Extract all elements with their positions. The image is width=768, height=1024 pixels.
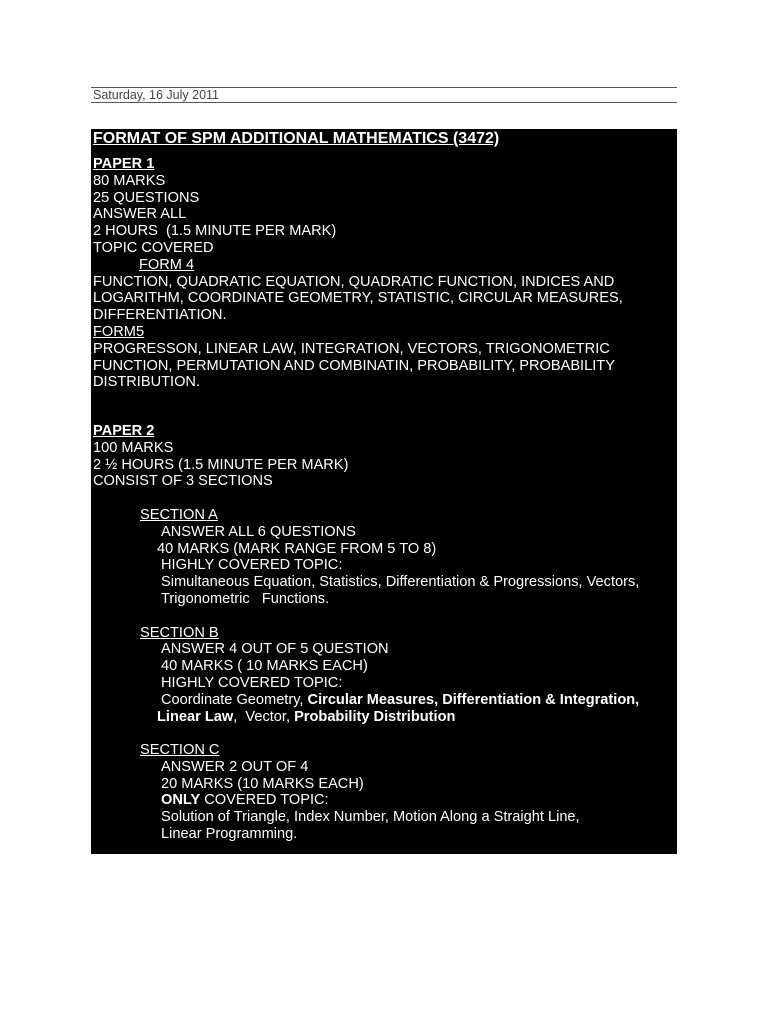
section-c-topics-line1: Solution of Triangle, Index Number, Motion Along a Straight Line, — [161, 809, 580, 826]
section-b-topic-bold2: Linear Law — [157, 708, 234, 725]
section-a-topics-line1: Simultaneous Equation, Statistics, Differentiation & Progressions, Vectors, — [161, 574, 640, 591]
post-body — [91, 129, 677, 854]
section-a-topics-line2: Trigonometric Functions. — [161, 590, 330, 607]
date-header — [91, 87, 677, 103]
paper1-marks: 80 MARKS — [93, 172, 166, 189]
form5-topics-line2: FUNCTION, PERMUTATION AND COMBINATIN, PROBABILITY, PROBABILITY — [93, 357, 615, 374]
section-a-marks: 40 MARKS (MARK RANGE FROM 5 TO 8) — [157, 540, 437, 557]
section-b-topic-bold1: Circular Measures, Differentiation & Integration, — [307, 691, 640, 708]
form5-topics-line1: PROGRESSON, LINEAR LAW, INTEGRATION, VECTORS, TRIGONOMETRIC — [93, 340, 610, 357]
section-b-topic-heading: HIGHLY COVERED TOPIC: — [161, 674, 343, 691]
paper2-hours: 2 ½ HOURS (1.5 MINUTE PER MARK) — [93, 456, 349, 473]
paper2-marks: 100 MARKS — [93, 439, 174, 456]
paper1-heading: PAPER 1 — [93, 156, 155, 172]
form5-label: FORM5 — [93, 323, 145, 340]
post-date: Saturday, 16 July 2011 — [93, 88, 220, 102]
section-b-marks: 40 MARKS ( 10 MARKS EACH) — [161, 658, 368, 675]
section-c-marks: 20 MARKS (10 MARKS EACH) — [161, 775, 364, 792]
form4-label: FORM 4 — [139, 256, 195, 273]
section-a-answer: ANSWER ALL 6 QUESTIONS — [161, 523, 356, 540]
section-b-answer: ANSWER 4 OUT OF 5 QUESTION — [161, 641, 389, 658]
section-a-label: SECTION A — [140, 506, 218, 523]
form5-topics-line3: DISTRIBUTION. — [93, 374, 201, 391]
paper1-answer: ANSWER ALL — [93, 206, 187, 223]
paper1-hours: 2 HOURS (1.5 MINUTE PER MARK) — [93, 223, 337, 240]
section-c-answer: ANSWER 2 OUT OF 4 — [161, 758, 309, 775]
section-c-only: ONLY — [161, 792, 201, 809]
section-c-label: SECTION C — [140, 742, 220, 759]
paper1-questions: 25 QUESTIONS — [93, 189, 200, 206]
section-a-topic-heading: HIGHLY COVERED TOPIC: — [161, 557, 343, 574]
paper2-heading: PAPER 2 — [93, 422, 155, 439]
paper1-topic-covered: TOPIC COVERED — [93, 239, 214, 256]
section-c-topic-heading: COVERED TOPIC: — [200, 792, 329, 809]
section-c-topics-line2: Linear Programming. — [161, 826, 298, 843]
form4-topics-line2: LOGARITHM, COORDINATE GEOMETRY, STATISTIC, CIRCULAR MEASURES, — [93, 290, 623, 307]
section-b-topic-plain1: Coordinate Geometry, — [161, 691, 308, 708]
paper2-sections: CONSIST OF 3 SECTIONS — [93, 473, 273, 490]
form4-topics-line1: FUNCTION, QUADRATIC EQUATION, QUADRATIC FUNCTION, INDICES AND — [93, 273, 615, 290]
post-title: FORMAT OF SPM ADDITIONAL MATHEMATICS (3472) — [93, 130, 500, 147]
section-b-topic-bold3: Probability Distribution — [294, 708, 456, 725]
section-b-label: SECTION B — [140, 624, 219, 641]
section-b-topic-plain2: , Vector, — [233, 708, 295, 725]
form4-topics-line3: DIFFERENTIATION. — [93, 307, 227, 324]
